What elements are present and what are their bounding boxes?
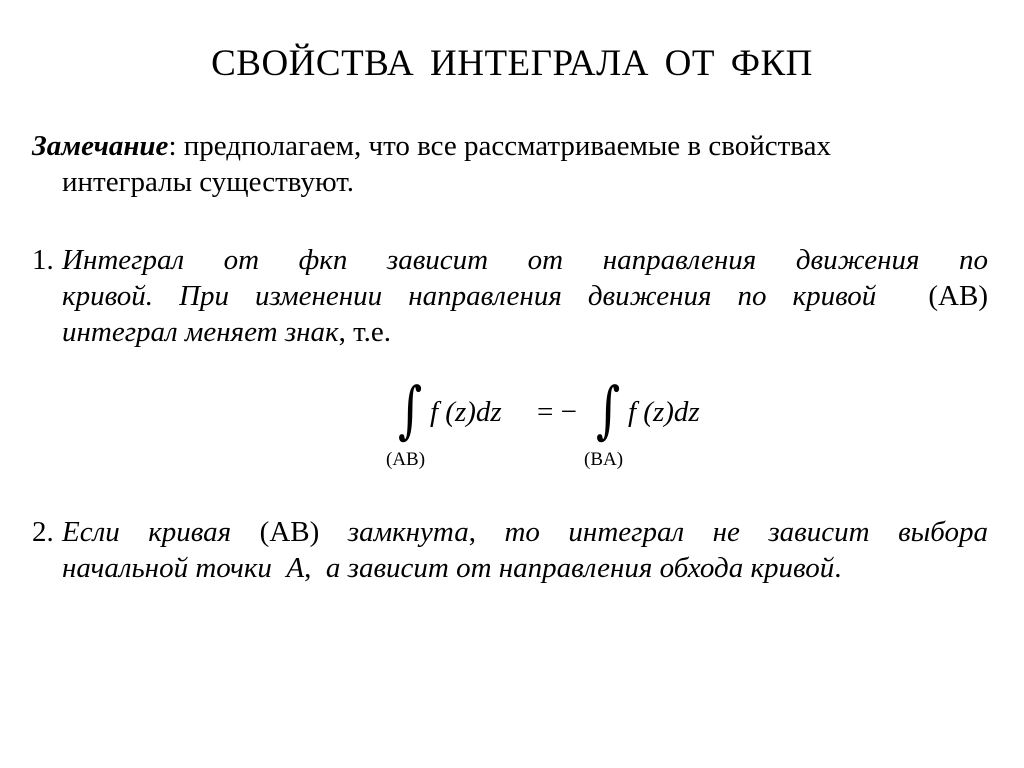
curve-ab-label: (AB) [928,280,988,312]
property-1 [32,242,988,350]
property-2-text [62,514,988,586]
curve-ab-label-2: (AB) [259,516,320,548]
integral-sign-right: ∫ [596,373,621,446]
integral-sign-left: ∫ [398,373,423,446]
point-a-label: A [286,552,305,584]
property-1-line-1: Интеграл от фкп зависит от направления движения по [62,244,988,276]
remark-separator: : [168,130,177,162]
remark-text-1: предполагаем, что все рассматриваемые в свойствах [176,130,831,162]
page-title: СВОЙСТВА ИНТЕГРАЛА ОТ ФКП [211,43,813,84]
formula-equals: = − [537,396,577,428]
property-2-number: 2. [32,516,54,548]
property-2 [32,514,988,586]
remark-line-2: интегралы существуют. [62,166,354,198]
formula-rhs: f (z)dz [628,396,700,428]
remark-line-1 [32,128,988,164]
formula-lhs: f (z)dz [430,396,502,428]
property-2-line-1: Если кривая (AB) замкнута, то интеграл не зависит выбора [62,516,988,548]
remark-paragraph [32,128,988,200]
property-1-line-3: интеграл меняет знак, т.е. [62,316,391,348]
remark-label: Замечание [32,130,169,162]
rhs-limit-label: (BA) [584,449,624,470]
property-1-number: 1. [32,244,54,276]
property-2-line-2: начальной точки A, а зависит от направления обхода кривой. [62,552,842,584]
lhs-limit-label: (AB) [386,449,426,470]
property-1-text [62,242,988,350]
integral-formula [380,373,740,473]
property-1-line-2: кривой. При изменении направления движения по кривой (AB) [62,280,988,312]
